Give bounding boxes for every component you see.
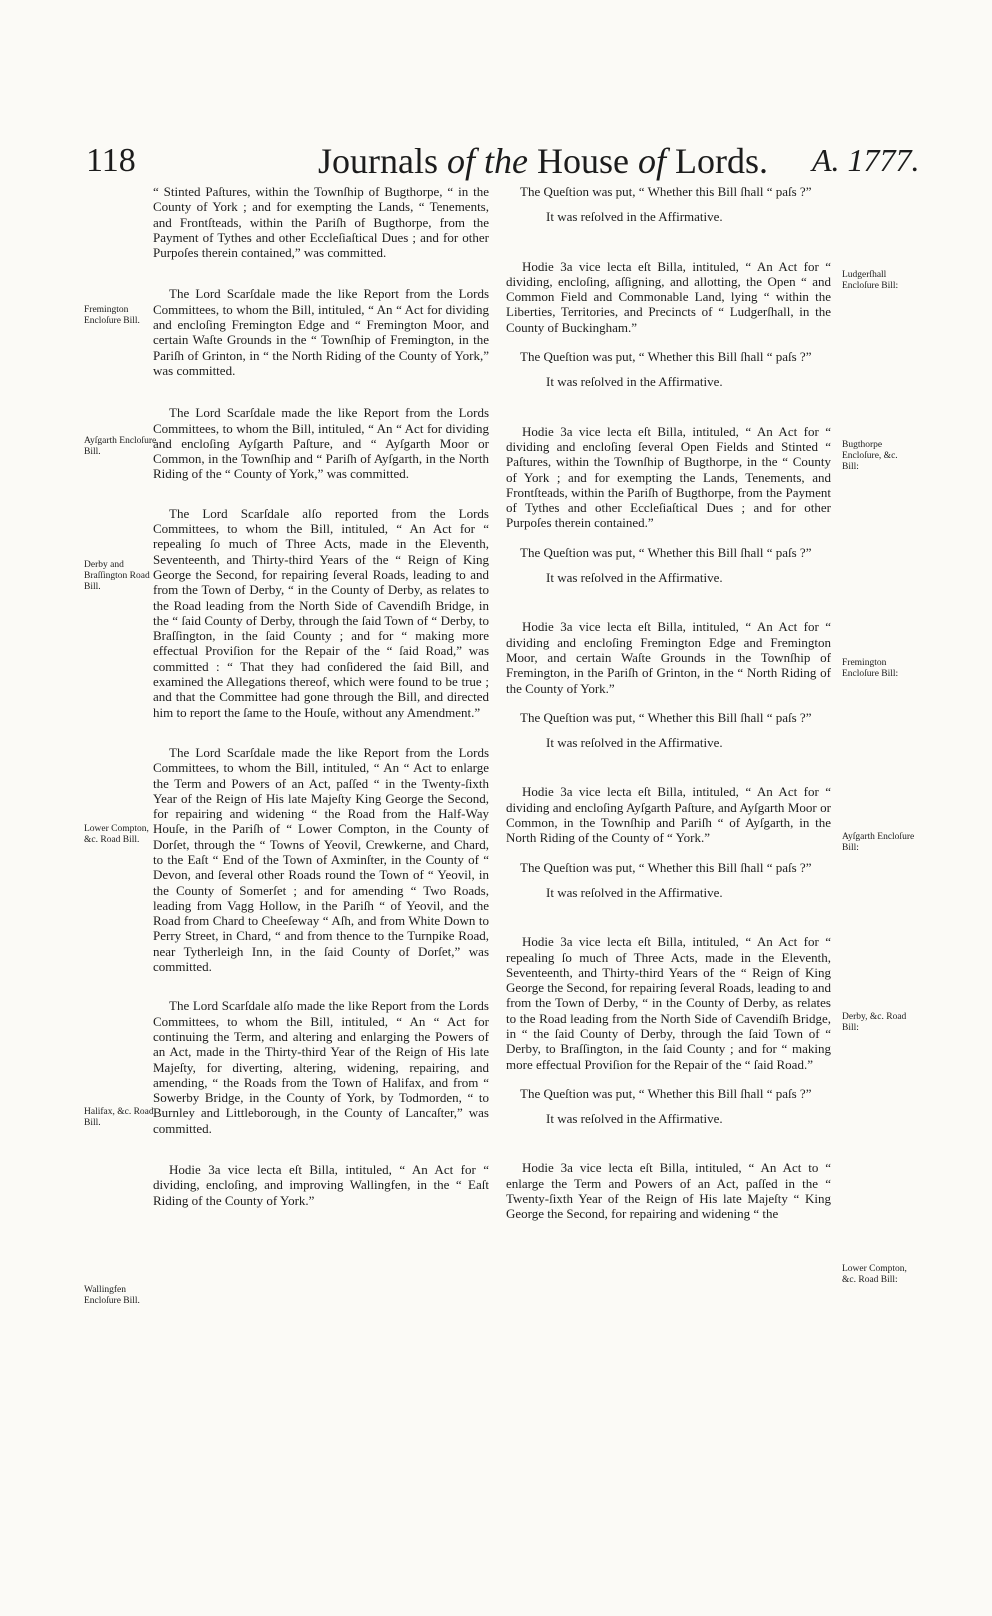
paragraph: Hodie 3a vice lecta eſt Billa, intituled, “ An Act for “ dividing, encloſing, and improving Wallingfen, in the “ Eaſt Riding of the County of York.” — [153, 1162, 489, 1208]
question-line: The Queſtion was put, “ Whether this Bill ſhall “ paſs ?” — [520, 349, 812, 365]
margin-note: Derby, &c. Road Bill: — [842, 1012, 907, 1033]
resolution-line: It was reſolved in the Affirmative. — [546, 209, 723, 225]
margin-note: Lower Compton, &c. Road Bill. — [84, 824, 149, 845]
margin-note: Lower Compton, &c. Road Bill: — [842, 1264, 907, 1285]
title-lords: Lords. — [675, 141, 768, 181]
paragraph: The Lord Scarſdale made the like Report from the Lords Committees, to whom the Bill, intituled, “ An “ Act for dividing and encloſing Ayſgarth Paſture, and “ Ayſgarth Moor or Common, in the Townſhip and “ Pariſh of Ayſgarth, in the North Riding of the “ County of York,” was committed. — [153, 405, 489, 482]
left-column — [153, 184, 489, 1236]
page-header — [0, 138, 992, 194]
running-title — [318, 140, 768, 182]
question-line: The Queſtion was put, “ Whether this Bill ſhall “ paſs ?” — [520, 859, 812, 875]
question-line: The Queſtion was put, “ Whether this Bill ſhall “ paſs ?” — [520, 544, 812, 560]
paragraph: Hodie 3a vice lecta eſt Billa, intituled, “ An Act for “ dividing, encloſing, aſſigning, and allotting, the Open “ and Common Field and Commonable Land, lying “ within the Liberties, Territories, and Precincts of “ Ludgerſhall, in the County of Buckingham.” — [506, 258, 831, 335]
margin-note: Derby and Braſſington Road Bill. — [84, 560, 150, 592]
resolution-line: It was reſolved in the Affirmative. — [546, 884, 723, 900]
question-line: The Queſtion was put, “ Whether this Bill ſhall “ paſs ?” — [520, 184, 812, 199]
paragraph: Hodie 3a vice lecta eſt Billa, intituled, “ An Act for “ dividing and encloſing ſeveral Open Fields and Stinted “ Paſtures, within the Townſhip of Bugthorpe, in the “ County of York ; and for exempting the Lands, Tenements, and Frontſteads, within the Pariſh of Bugthorpe, from the Payment of Tythes and other Eccleſiaſtical Dues ; and for other Purpoſes therein contained.” — [506, 423, 831, 531]
margin-note: Fremington Encloſure Bill. — [84, 305, 140, 326]
resolution-line: It was reſolved in the Affirmative. — [546, 735, 723, 751]
title-of: of — [637, 141, 666, 181]
margin-note: Ayſgarth Encloſure Bill: — [842, 832, 915, 853]
title-house: House — [536, 141, 629, 181]
margin-note: Ludgerſhall Encloſure Bill: — [842, 270, 899, 291]
year: A. 1777. — [812, 142, 920, 178]
resolution-line: It was reſolved in the Affirmative. — [546, 570, 723, 586]
margin-note: Ayſgarth Encloſure Bill. — [84, 436, 157, 457]
margin-note: Halifax, &c. Road Bill. — [84, 1107, 154, 1128]
paragraph: Hodie 3a vice lecta eſt Billa, intituled, “ An Act to “ enlarge the Term and Powers of an Act, paſſed in the “ Twenty-ſixth Year of the Reign of His late Majeſty “ King George the Second, for repairing and widening “ the — [506, 1160, 831, 1222]
margin-note: Bugthorpe Encloſure, &c. Bill: — [842, 440, 898, 472]
page-number: 118 — [86, 142, 136, 179]
right-column — [506, 184, 831, 1250]
paragraph: The Lord Scarſdale made the like Report from the Lords Committees, to whom the Bill, intituled, “ An “ Act for dividing and encloſing Fremington Edge and “ Fremington Moor, and certain Waſte Grounds in the “ Townſhip of Fremington, in the Pariſh of Grinton, in “ the North Riding of the County of York,” was committed. — [153, 286, 489, 378]
margin-note: Fremington Encloſure Bill: — [842, 658, 899, 679]
resolution-line: It was reſolved in the Affirmative. — [546, 1111, 723, 1127]
paragraph: “ Stinted Paſtures, within the Townſhip of Bugthorpe, “ in the County of York ; and for exempting the Lands, “ Tenements, and Frontſteads, within the Pariſh of Bugthorpe, from the Payment of Tythes and other Eccleſiaſtical Dues ; and for other Purpoſes therein contained,” was committed. — [153, 184, 489, 261]
paragraph: The Lord Scarſdale alſo reported from the Lords Committees, to whom the Bill, intituled, “ An Act for “ repealing ſo much of Three Acts, made in the Eleventh, Seventeenth, and Thirty-third Years of the “ Reign of King George the Second, for repairing ſeveral Roads, leading to and from the Town of Derby, “ in the County of Derby, as relates to the Road leading from the North Side of Cavendiſh Bridge, in the “ ſaid County of Derby, through the ſaid Town of “ Derby, to Braſſington, in the ſaid County ; and for “ making more effectual Proviſion for the Repair of the “ ſaid Road,” was committed : “ That they had conſidered the ſaid Bill, and examined the Allegations thereof, which were found to be true ; and that the Committee had gone through the Bill, and directed him to report the ſame to the Houſe, without any Amendment.” — [153, 505, 489, 720]
resolution-line: It was reſolved in the Affirmative. — [546, 374, 723, 390]
question-line: The Queſtion was put, “ Whether this Bill ſhall “ paſs ?” — [520, 1085, 812, 1101]
title-of-the: of the — [447, 141, 528, 181]
paragraph: Hodie 3a vice lecta eſt Billa, intituled, “ An Act for “ dividing and encloſing Fremington Edge and Fremington Moor, and certain Waſte Grounds in the Townſhip of Fremington, in the Pariſh of Grinton, in the “ North Riding of the County of York.” — [506, 619, 831, 696]
paragraph: The Lord Scarſdale made the like Report from the Lords Committees, to whom the Bill, intituled, “ An “ Act to enlarge the Term and Powers of an Act, paſſed “ in the Twenty-ſixth Year of the Reign of His late Majeſty King George the Second, for repairing and widening “ the Road from the Half-Way Houſe, in the Pariſh of “ Lower Compton, in the County of Dorſet, through the “ Towns of Yeovil, Crewkerne, and Chard, to the Eaſt “ End of the Town of Axminſter, in the County of “ Devon, and ſeveral other Roads round the Town of “ Yeovil, in the County of Somerſet ; and for amending “ Two Roads, leading from Vagg Hollow, in the Pariſh “ of Yeovil, and the Road from Chard to Cheeſeway “ Aſh, and from White Down to Perry Street, in Chard, “ and from thence to the Turnpike Road, near Tytherleigh Inn, in the ſaid County of Dorſet,” was committed. — [153, 744, 489, 975]
paragraph: Hodie 3a vice lecta eſt Billa, intituled, “ An Act for “ dividing and encloſing Ayſgarth Paſture, and Ayſgarth Moor or Common, in the Townſhip and Pariſh “ of Ayſgarth, in the North Riding of the County of “ York.” — [506, 784, 831, 846]
paragraph: Hodie 3a vice lecta eſt Billa, intituled, “ An Act for “ repealing ſo much of Three Acts, made in the Eleventh, Seventeenth, and Thirty-third Years of the “ Reign of King George the Second, for repairing ſeveral Roads, leading to and from the Town of Derby, “ in the County of Derby, as relates to the Road leading from the North Side of Cavendiſh Bridge, in “ the ſaid County of Derby, through the ſaid Town of “ Derby, to Braſſington, in the ſaid County ; and for “ making more effectual Proviſion for the Repair of the “ ſaid Road.” — [506, 934, 832, 1072]
question-line: The Queſtion was put, “ Whether this Bill ſhall “ paſs ?” — [520, 709, 812, 725]
paragraph: The Lord Scarſdale alſo made the like Report from the Lords Committees, to whom the Bill, intituled, “ An “ Act for continuing the Term, and altering and enlarging the Powers of an Act, made in the Thirty-third Year of the Reign of His late Majeſty, for diverting, altering, widening, repairing, and amending, “ the Roads from the Town of Halifax, and from “ Sowerby Bridge, in the County of York, by Todmorden, “ to Burnley and Littleborough, in the County of Lancaſter,” was committed. — [153, 998, 489, 1136]
title-journals: Journals — [318, 141, 438, 181]
margin-note: Wallingfen Encloſure Bill. — [84, 1285, 140, 1306]
